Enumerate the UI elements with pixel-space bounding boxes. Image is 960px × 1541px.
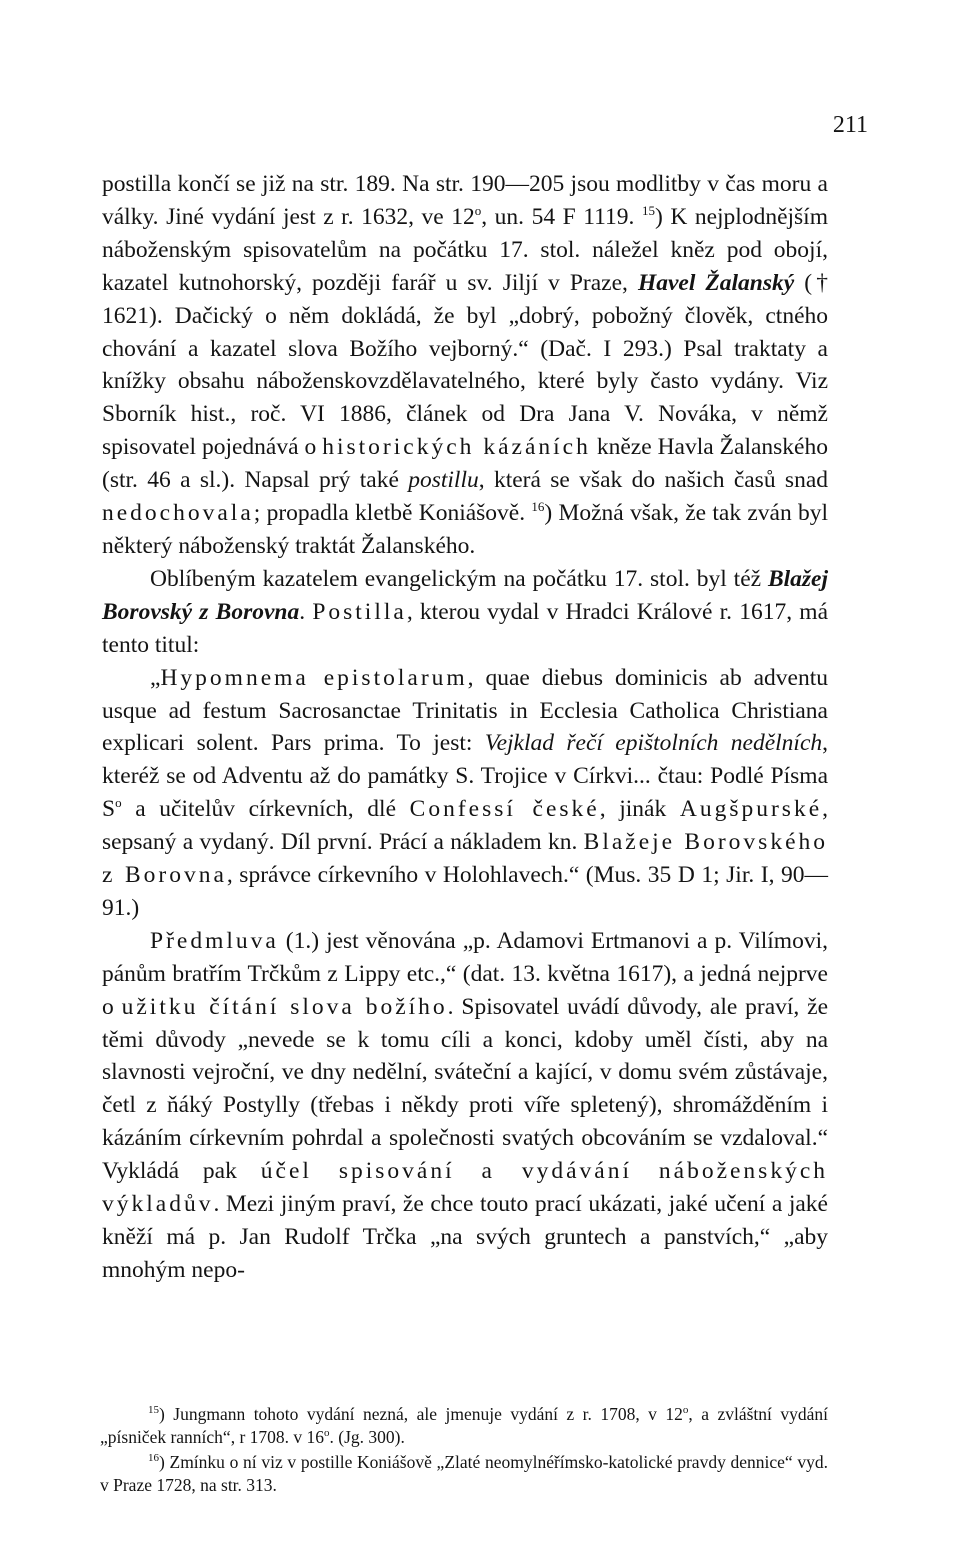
spaced-emphasis: historických kázáních bbox=[322, 434, 591, 461]
page-number: 211 bbox=[832, 112, 868, 138]
spaced-emphasis: Předmluva bbox=[150, 927, 279, 954]
text-run: ) Jungmann tohoto vydání nezná, ale jmenuje vydání z r. 1708, v 12 bbox=[159, 1404, 683, 1424]
spaced-emphasis: nedochovala bbox=[102, 500, 254, 527]
text-run: , kteréž se od Adventu až do památky S. Trojice v Církvi... čtau: Podlé Písma S bbox=[102, 730, 828, 823]
text-run: († 1621). Dačický o něm dokládá, že byl „dobrý, pobožný člověk, ctného chování a kazatel slova Božího vejborný.“ (Dač. I 293.) Psal traktaty a knížky obsahu náboženskovzdělavatelného, které byly často vydány. Viz Sborník hist., roč. VI 1886, článek od Dra Jana V. Nováka, v němž spisovatel pojednává o bbox=[102, 269, 828, 461]
footnote-15 bbox=[100, 1403, 828, 1449]
text-run: a učitelův církevních, dlé bbox=[121, 796, 410, 823]
text-run: , quae diebus dominicis ab adventu usque ad festum Sacrosanctae Trinitatis in Ecclesia Catholica Christiana explicari solent. Pars prima. To jest: bbox=[102, 664, 828, 757]
spaced-emphasis: užitku čítání slova božího bbox=[121, 993, 448, 1020]
author-name: Havel Žalanský bbox=[637, 269, 795, 296]
text-run: ) K nejplodnějším náboženským spisovatelům na počátku 17. stol. náležel kněz pod obojí, kazatel kutnohorský, později farář u sv. Jiljí v Praze, bbox=[102, 203, 828, 296]
text-run: , jinák bbox=[599, 796, 680, 823]
author-name: Blažej Borovský z Borovna bbox=[102, 565, 828, 625]
spaced-emphasis: Blažeje Borovského z Borovna bbox=[102, 829, 828, 889]
superscript: o bbox=[115, 795, 122, 811]
footnote-number: 15 bbox=[148, 1404, 159, 1417]
footnote-ref-15: 15 bbox=[641, 203, 655, 219]
text-run: . (Jg. 300). bbox=[329, 1427, 405, 1447]
footnote-ref-16: 16 bbox=[531, 499, 545, 515]
spaced-emphasis: Augšpurské bbox=[679, 796, 823, 823]
text-run: ) Možná však, že tak zván byl některý náboženský traktát Žalanského. bbox=[102, 500, 828, 559]
text-run: , sepsaný a vydaný. Díl první. Prácí a nákladem kn. bbox=[102, 796, 829, 856]
spaced-emphasis: Hypomnema epistolarum bbox=[160, 664, 468, 691]
italic-term: Vejklad řečí epištolních nedělních bbox=[484, 730, 823, 757]
paragraph-4 bbox=[102, 925, 828, 1287]
text-run: ) Zmínku o ní viz v postille Koniášově „Zlaté neomylnéřímsko-katolické pravdy dennice“ vyd. v Praze 1728, na str. 313. bbox=[100, 1452, 828, 1495]
paragraph-1 bbox=[102, 168, 828, 563]
text-run: „ bbox=[150, 664, 161, 691]
superscript: o bbox=[474, 203, 482, 219]
text-run: , un. 54 F 1119. bbox=[481, 203, 642, 230]
footnote-16 bbox=[100, 1451, 828, 1497]
footnote-number: 16 bbox=[148, 1452, 159, 1465]
text-run: (1.) jest věnována „p. Adamovi Ertmanovi a p. Vilímovi, pánům bratřím Trčkům z Lippy etc.,“ (dat. 13. května 1617), a jedná nejprve o bbox=[102, 927, 828, 1020]
text-run: Oblíbeným kazatelem evangelickým na počátku 17. stol. byl též bbox=[150, 565, 768, 592]
footnotes bbox=[100, 1403, 828, 1499]
spaced-emphasis: Confessí české bbox=[409, 796, 600, 823]
text-run: , která se však do našich časů snad bbox=[478, 467, 828, 494]
superscript: o bbox=[324, 1427, 330, 1440]
text-run: ; propadla kletbě Koniášově. bbox=[253, 500, 532, 527]
spaced-emphasis: účel spisování a vydávání náboženských výkladův bbox=[102, 1158, 829, 1218]
text-run: , a zvláštní vydání „písniček ranních“, r 1708. v 16 bbox=[100, 1404, 829, 1447]
text-run: postilla končí se již na str. 189. Na str. 190—205 jsou modlitby v čas moru a války. Jiné vydání jest z r. 1632, ve 12 bbox=[102, 171, 828, 230]
text-run: , kterou vydal v Hradci Králové r. 1617, má tento titul: bbox=[102, 598, 829, 658]
text-run: . Spisovatel uvádí důvody, ale praví, že těmi důvody „nevede se k tomu cíli a konci, kdoby uměl čísti, aby na slavnosti vejroční, ve dny nedělní, sváteční a kající, v domu svém zůstávaje, četl z ňáký Postylly (třebas i někdy proti víře spletený), shromážděním i kázáním církevním pohrdal a společnosti svatých obcováním se vzdaloval.“ Vykládá pak bbox=[102, 993, 828, 1185]
text-run: kněze Havla Žalanského (str. 46 a sl.). Napsal prý také bbox=[102, 434, 828, 494]
paragraph-3 bbox=[102, 662, 828, 925]
superscript: o bbox=[682, 1404, 689, 1417]
text-run: . Mezi jiným praví, že chce touto prací ukázati, jaké učení a jaké kněží má p. Jan Rudolf Trčka „na svých gruntech a panstvích,“ „aby mnohým nepo- bbox=[102, 1191, 828, 1283]
text-run: . bbox=[299, 598, 313, 625]
spaced-emphasis: Postilla bbox=[312, 598, 407, 625]
italic-term: postillu bbox=[408, 467, 479, 494]
paragraph-2 bbox=[102, 563, 828, 662]
body-text bbox=[102, 168, 828, 1287]
text-run: , správce církevního v Holohlavech.“ (Mus. 35 D 1; Jir. I, 90—91.) bbox=[102, 862, 828, 921]
